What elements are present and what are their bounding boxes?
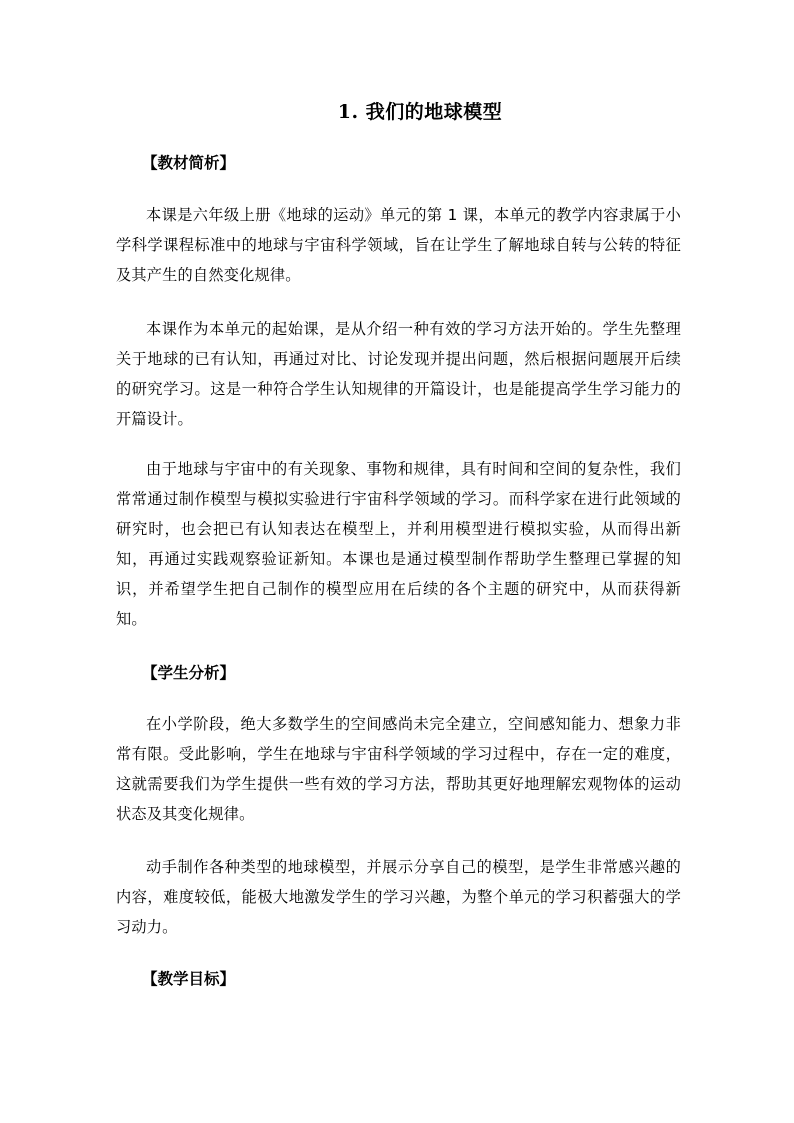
paragraph: 本课是六年级上册《地球的运动》单元的第 1 课，本单元的教学内容隶属于小学科学课程标准中的地球与宇宙科学领域，旨在让学生了解地球自转与公转的特征及其产生的自然变化规律。 [116,206,681,284]
page-title: 1. 我们的地球模型 [337,101,503,123]
section-heading-textbook-analysis: 【教材简析】 [142,154,236,172]
paragraph: 由于地球与宇宙中的有关现象、事物和规律，具有时间和空间的复杂性，我们常常通过制作模型与模拟实验进行宇宙科学领域的学习。而科学家在进行此领域的研究时，也会把已有认知表达在模型上，并利用模型进行模拟实验，从而得出新知，再通过实践观察验证新知。本课也是通过模型制作帮助学生整理已掌握的知识，并希望学生把自己制作的模型应用在后续的各个主题的研究中，从而获得新知。 [116,460,681,628]
paragraph: 本课作为本单元的起始课，是从介绍一种有效的学习方法开始的。学生先整理关于地球的已有认知，再通过对比、讨论发现并提出问题，然后根据问题展开后续的研究学习。这是一种符合学生认知规律的开篇设计，也是能提高学生学习能力的开篇设计。 [116,320,681,428]
paragraph: 在小学阶段，绝大多数学生的空间感尚未完全建立，空间感知能力、想象力非常有限。受此影响，学生在地球与宇宙科学领域的学习过程中，存在一定的难度，这就需要我们为学生提供一些有效的学习方法，帮助其更好地理解宏观物体的运动状态及其变化规律。 [116,715,681,823]
section-heading-student-analysis: 【学生分析】 [142,664,236,682]
paragraph: 动手制作各种类型的地球模型，并展示分享自己的模型，是学生非常感兴趣的内容，难度较低，能极大地激发学生的学习兴趣，为整个单元的学习积蓄强大的学习动力。 [116,858,681,936]
section-heading-teaching-goals: 【教学目标】 [142,970,236,988]
